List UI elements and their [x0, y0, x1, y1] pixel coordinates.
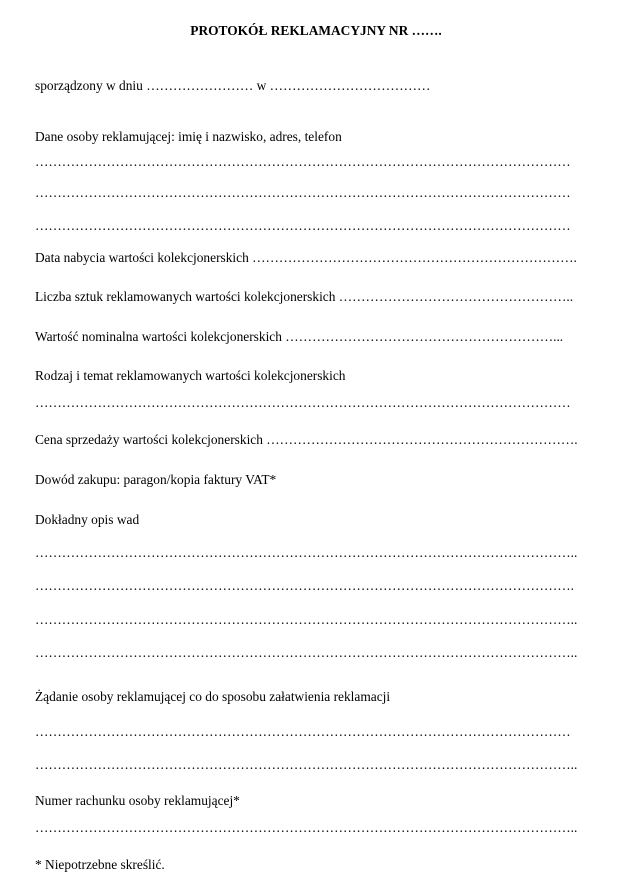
item-count-line: Liczba sztuk reklamowanych wartości kolekcjonerskich …………………………………………….. — [35, 289, 574, 304]
claim-request-fill-line-1: ………………………………………………………………………………………………………… — [35, 724, 571, 739]
bank-account-fill-line: ………………………………………………………………………………………………………….. — [35, 820, 578, 835]
claim-request-label: Żądanie osoby reklamującej co do sposobu załatwienia reklamacji — [35, 689, 391, 704]
defect-description-fill-line-2: …………………………………………………………………………………………………………. — [35, 578, 574, 593]
defect-description-fill-line-3: ………………………………………………………………………………………………………….. — [35, 612, 578, 627]
proof-of-purchase-line: Dowód zakupu: paragon/kopia faktury VAT* — [35, 472, 277, 487]
date-place-line: sporządzony w dniu …………………… w ……………………………… — [35, 78, 431, 93]
footnote: * Niepotrzebne skreślić. — [35, 857, 165, 872]
item-type-label: Rodzaj i temat reklamowanych wartości kolekcjonerskich — [35, 368, 346, 383]
sale-price-line: Cena sprzedaży wartości kolekcjonerskich ……………………………………………………………. — [35, 432, 578, 447]
claimant-data-fill-line-1: ………………………………………………………………………………………………………… — [35, 154, 571, 169]
purchase-date-line: Data nabycia wartości kolekcjonerskich ………………………………………………………………. — [35, 250, 577, 265]
item-type-fill-line: ………………………………………………………………………………………………………… — [35, 395, 571, 410]
bank-account-label: Numer rachunku osoby reklamującej* — [35, 793, 240, 808]
claimant-data-fill-line-2: ………………………………………………………………………………………………………… — [35, 185, 571, 200]
defect-description-fill-line-1: ………………………………………………………………………………………………………….. — [35, 545, 578, 560]
claimant-data-label: Dane osoby reklamującej: imię i nazwisko, adres, telefon — [35, 129, 342, 144]
defect-description-label: Dokładny opis wad — [35, 512, 140, 527]
claim-request-fill-line-2: ………………………………………………………………………………………………………….. — [35, 757, 578, 772]
nominal-value-line: Wartość nominalna wartości kolekcjonerskich ……………………………………………………... — [35, 329, 564, 344]
document-title: PROTOKÓŁ REKLAMACYJNY NR ……. — [190, 23, 442, 38]
defect-description-fill-line-4: ………………………………………………………………………………………………………….. — [35, 645, 578, 660]
claimant-data-fill-line-3: ………………………………………………………………………………………………………… — [35, 218, 571, 233]
